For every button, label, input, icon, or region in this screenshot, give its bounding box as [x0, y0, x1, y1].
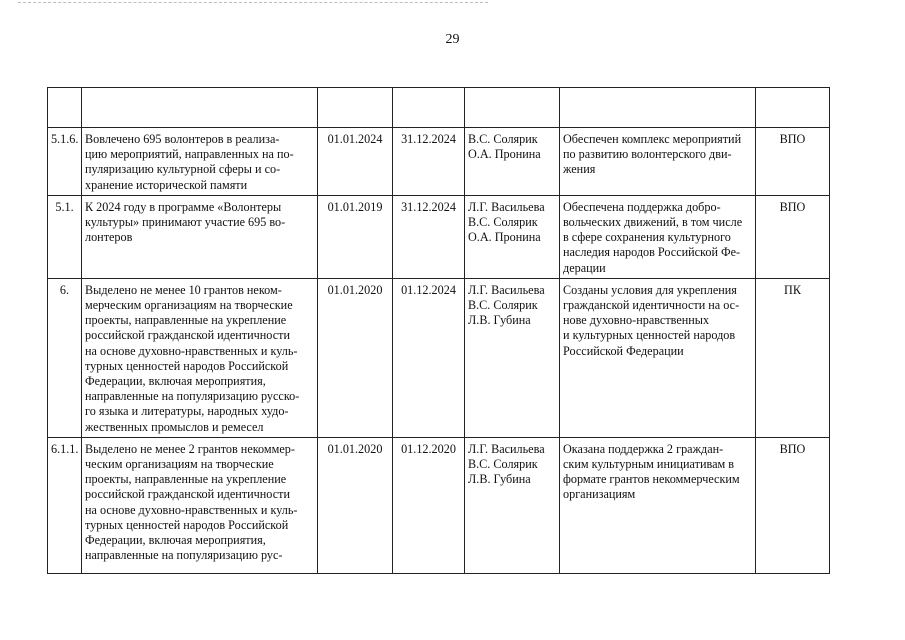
expected-result — [560, 278, 756, 437]
plan-table — [47, 87, 830, 574]
responsible-name: В.С. Солярик — [468, 457, 538, 472]
event-line: российской гражданской идентичности — [85, 487, 290, 502]
event-line: Федерации, включая мероприятия, — [85, 533, 266, 548]
start-date: 01.01.2024 — [318, 128, 393, 196]
event-line: турных ценностей народов Российской — [85, 517, 289, 532]
table-row — [48, 278, 830, 437]
table-row — [48, 195, 830, 278]
event-line: го языка и литературы, народных худо- — [85, 404, 289, 419]
event-type: ВПО — [756, 128, 830, 196]
expected-result — [560, 437, 756, 573]
event-type: ВПО — [756, 195, 830, 278]
responsible-persons — [465, 278, 560, 437]
responsible-name: Л.Г. Васильева — [468, 282, 545, 297]
result-line: организациям — [563, 487, 636, 502]
event-line: Вовлечено 695 волонтеров в реализа- — [85, 132, 280, 146]
result-line: наследия народов Российской Фе- — [563, 245, 741, 260]
item-number: 5.1. — [48, 195, 82, 278]
table-row — [48, 128, 830, 196]
blank-cell — [318, 88, 393, 128]
item-number: 6. — [48, 278, 82, 437]
event-line: хранение исторической памяти — [85, 177, 248, 192]
event-line: культуры» принимают участие 695 во- — [85, 215, 286, 230]
event-description — [82, 437, 318, 573]
responsible-name: В.С. Солярик — [468, 215, 538, 230]
blank-cell — [393, 88, 465, 128]
result-line: гражданской идентичности на ос- — [563, 298, 740, 313]
result-line: Обеспечена поддержка добро- — [563, 199, 721, 214]
event-line: турных ценностей народов Российской — [85, 358, 289, 373]
expected-result — [560, 128, 756, 196]
blank-cell — [465, 88, 560, 128]
event-line: пуляризацию культурной сферы и со- — [85, 162, 281, 177]
start-date: 01.01.2019 — [318, 195, 393, 278]
blank-cell — [560, 88, 756, 128]
result-line: жения — [563, 162, 596, 177]
event-line: проекты, направленные на укрепление — [85, 313, 287, 328]
responsible-persons — [465, 437, 560, 573]
event-line: К 2024 году в программе «Волонтеры — [85, 199, 282, 214]
event-line: Выделено не менее 10 грантов неком- — [85, 282, 282, 297]
result-line: Обеспечен комплекс мероприятий — [563, 132, 742, 146]
responsible-name: Л.Г. Васильева — [468, 441, 545, 456]
event-line: проекты, направленные на укрепление — [85, 472, 287, 487]
event-line: мерческим организациям на творческие — [85, 298, 293, 313]
page-number: 29 — [445, 32, 460, 47]
result-line: по развитию волонтерского дви- — [563, 147, 732, 162]
event-type: ВПО — [756, 437, 830, 573]
event-line: цию мероприятий, направленных на по- — [85, 147, 294, 162]
responsible-name: О.А. Пронина — [468, 230, 541, 245]
event-line: направленные на популяризацию рус- — [85, 548, 283, 563]
event-line: Выделено не менее 2 грантов некоммер- — [85, 441, 295, 456]
result-line: дерации — [563, 260, 606, 275]
result-line: и культурных ценностей народов — [563, 328, 736, 343]
responsible-name: Л.В. Губина — [468, 313, 531, 328]
event-line: лонтеров — [85, 230, 133, 245]
table-header-blank-row — [48, 88, 830, 128]
blank-cell — [756, 88, 830, 128]
responsible-name: Л.Г. Васильева — [468, 199, 545, 214]
result-line: Оказана поддержка 2 граждан- — [563, 441, 724, 456]
event-description — [82, 128, 318, 196]
start-date: 01.01.2020 — [318, 278, 393, 437]
item-number: 5.1.6. — [48, 128, 82, 196]
event-line: направленные на популяризацию русско- — [85, 389, 300, 404]
event-line: жественных промыслов и ремесел — [85, 419, 264, 434]
responsible-name: В.С. Солярик — [468, 132, 538, 146]
event-line: на основе духовно-нравственных и куль- — [85, 343, 298, 358]
result-line: вольческих движений, в том числе — [563, 215, 743, 230]
end-date: 31.12.2024 — [393, 195, 465, 278]
responsible-persons — [465, 195, 560, 278]
end-date: 01.12.2020 — [393, 437, 465, 573]
start-date: 01.01.2020 — [318, 437, 393, 573]
event-description — [82, 278, 318, 437]
result-line: формате грантов некоммерческим — [563, 472, 740, 487]
scan-edge-line — [18, 2, 488, 3]
event-line: Федерации, включая мероприятия, — [85, 374, 266, 389]
responsible-name: Л.В. Губина — [468, 472, 531, 487]
event-description — [82, 195, 318, 278]
blank-cell — [48, 88, 82, 128]
result-line: в сфере сохранения культурного — [563, 230, 731, 245]
result-line: Созданы условия для укрепления — [563, 282, 737, 297]
result-line: Российской Федерации — [563, 343, 684, 358]
item-number: 6.1.1. — [48, 437, 82, 573]
expected-result — [560, 195, 756, 278]
result-line: нове духовно-нравственных — [563, 313, 710, 328]
event-line: российской гражданской идентичности — [85, 328, 290, 343]
event-line: на основе духовно-нравственных и куль- — [85, 502, 298, 517]
responsible-name: О.А. Пронина — [468, 147, 541, 162]
end-date: 31.12.2024 — [393, 128, 465, 196]
event-type: ПК — [756, 278, 830, 437]
event-line: ческим организациям на творческие — [85, 457, 274, 472]
table-row — [48, 437, 830, 573]
result-line: ским культурным инициативам в — [563, 457, 734, 472]
responsible-persons — [465, 128, 560, 196]
end-date: 01.12.2024 — [393, 278, 465, 437]
blank-cell — [82, 88, 318, 128]
responsible-name: В.С. Солярик — [468, 298, 538, 313]
